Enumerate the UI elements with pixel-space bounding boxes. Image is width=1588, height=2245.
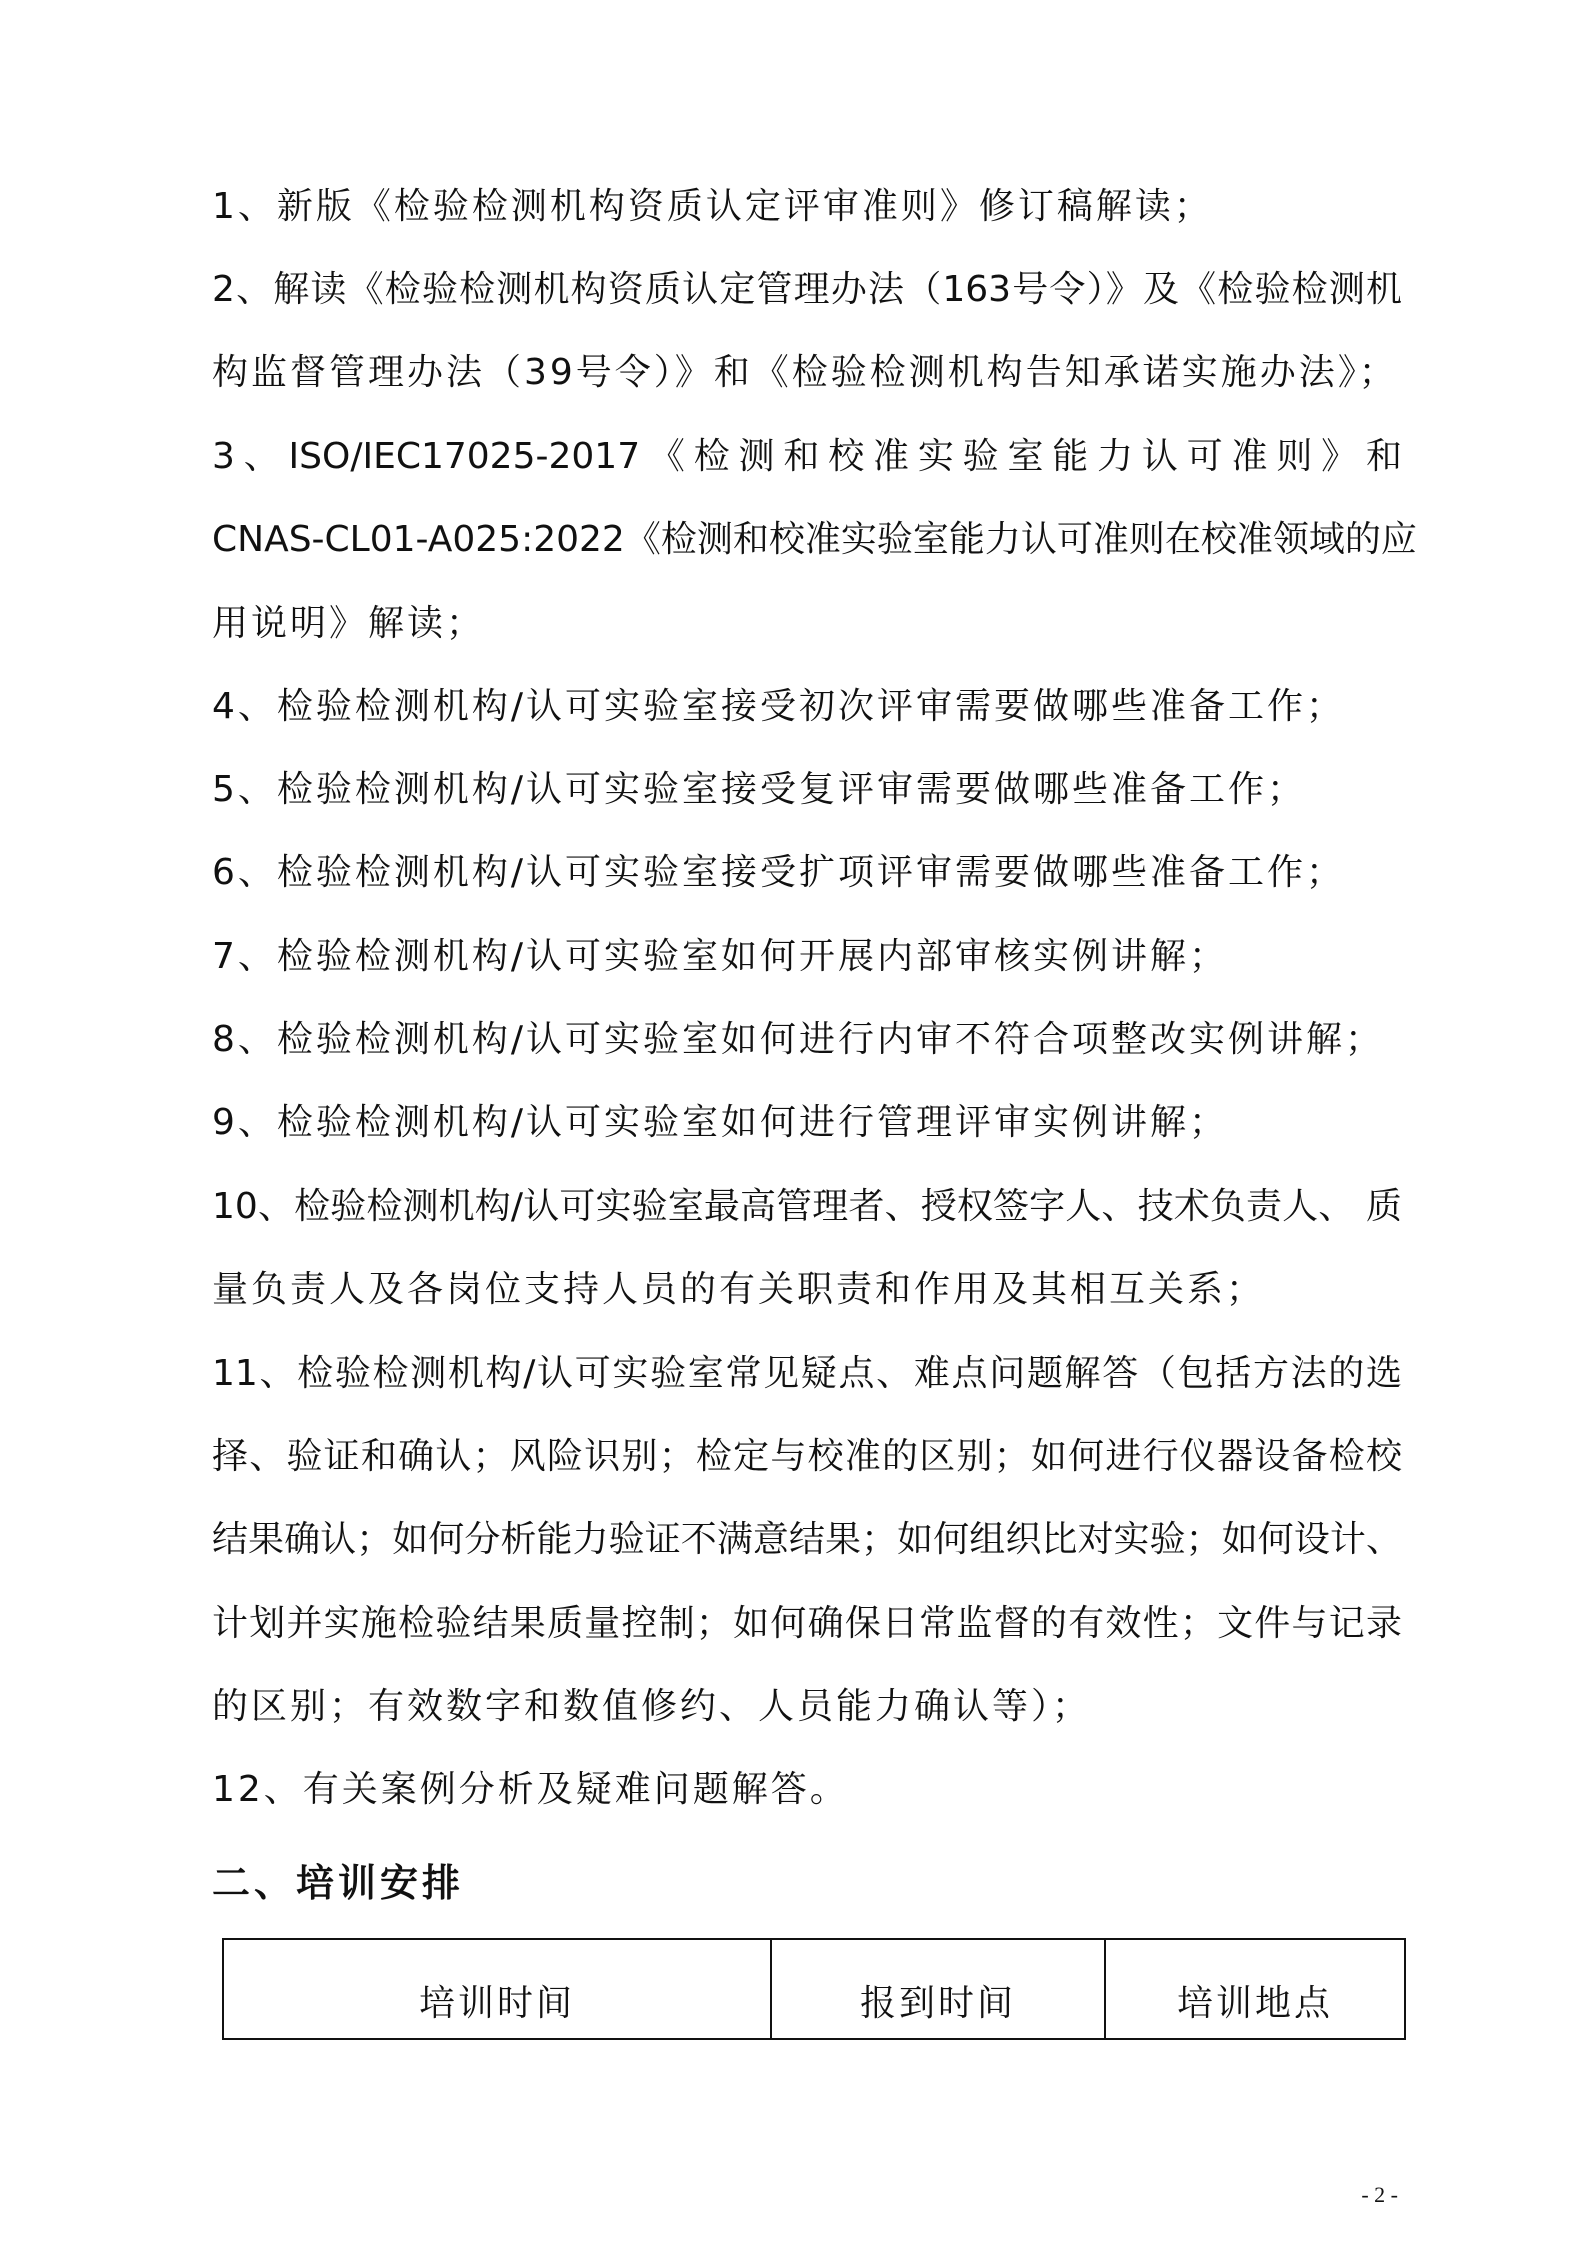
content-line-15: 11、检验检测机构/认可实验室常见疑点、难点问题解答（包括方法的选 (212, 1353, 1402, 1394)
content-line-19: 的区别；有效数字和数值修约、人员能力确认等）； (212, 1686, 1092, 1727)
content-line-13: 10、检验检测机构/认可实验室最高管理者、授权签字人、技术负责人、 质 (212, 1186, 1402, 1227)
content-line-8: 5、检验检测机构/认可实验室接受复评审需要做哪些准备工作； (212, 769, 1307, 810)
content-line-3: 构监督管理办法（39号令）》和《检验检测机构告知承诺实施办法》； (212, 352, 1398, 393)
content-line-7: 4、检验检测机构/认可实验室接受初次评审需要做哪些准备工作； (212, 686, 1346, 727)
header-training-location: 培训地点 (1105, 1939, 1405, 2039)
header-check-in-time: 报到时间 (771, 1939, 1105, 2039)
header-training-time: 培训时间 (223, 1939, 771, 2039)
page-number: - 2 - (1361, 2182, 1398, 2207)
content-line-17: 结果确认；如何分析能力验证不满意结果；如何组织比对实验；如何设计、 (212, 1519, 1402, 1560)
content-line-2: 2、解读《检验检测机构资质认定管理办法（163号令）》及《检验检测机 (212, 269, 1402, 310)
content-line-11: 8、检验检测机构/认可实验室如何进行内审不符合项整改实例讲解； (212, 1019, 1385, 1060)
content-line-10: 7、检验检测机构/认可实验室如何开展内部审核实例讲解； (212, 936, 1229, 977)
content-line-14: 量负责人及各岗位支持人员的有关职责和作用及其相互关系； (212, 1269, 1266, 1310)
section-heading-training-arrangement: 二、培训安排 (212, 1861, 465, 1905)
content-line-16: 择、验证和确认；风险识别；检定与校准的区别；如何进行仪器设备检校 (212, 1436, 1402, 1477)
content-line-4: 3、ISO/IEC17025-2017《检测和校准实验室能力认可准则》和 (212, 436, 1402, 477)
content-line-20: 12、有关案例分析及疑难问题解答。 (212, 1769, 849, 1810)
training-schedule-table (222, 1938, 1406, 2040)
content-line-6: 用说明》解读； (212, 603, 486, 644)
content-line-12: 9、检验检测机构/认可实验室如何进行管理评审实例讲解； (212, 1102, 1229, 1143)
table-header-row (223, 1939, 1405, 2039)
content-line-5: CNAS-CL01-A025:2022《检测和校准实验室能力认可准则在校准领域的应 (212, 519, 1417, 560)
content-line-9: 6、检验检测机构/认可实验室接受扩项评审需要做哪些准备工作； (212, 852, 1346, 893)
content-line-18: 计划并实施检验结果质量控制；如何确保日常监督的有效性；文件与记录 (212, 1603, 1402, 1644)
content-line-1: 1、新版《检验检测机构资质认定评审准则》修订稿解读； (212, 186, 1213, 227)
